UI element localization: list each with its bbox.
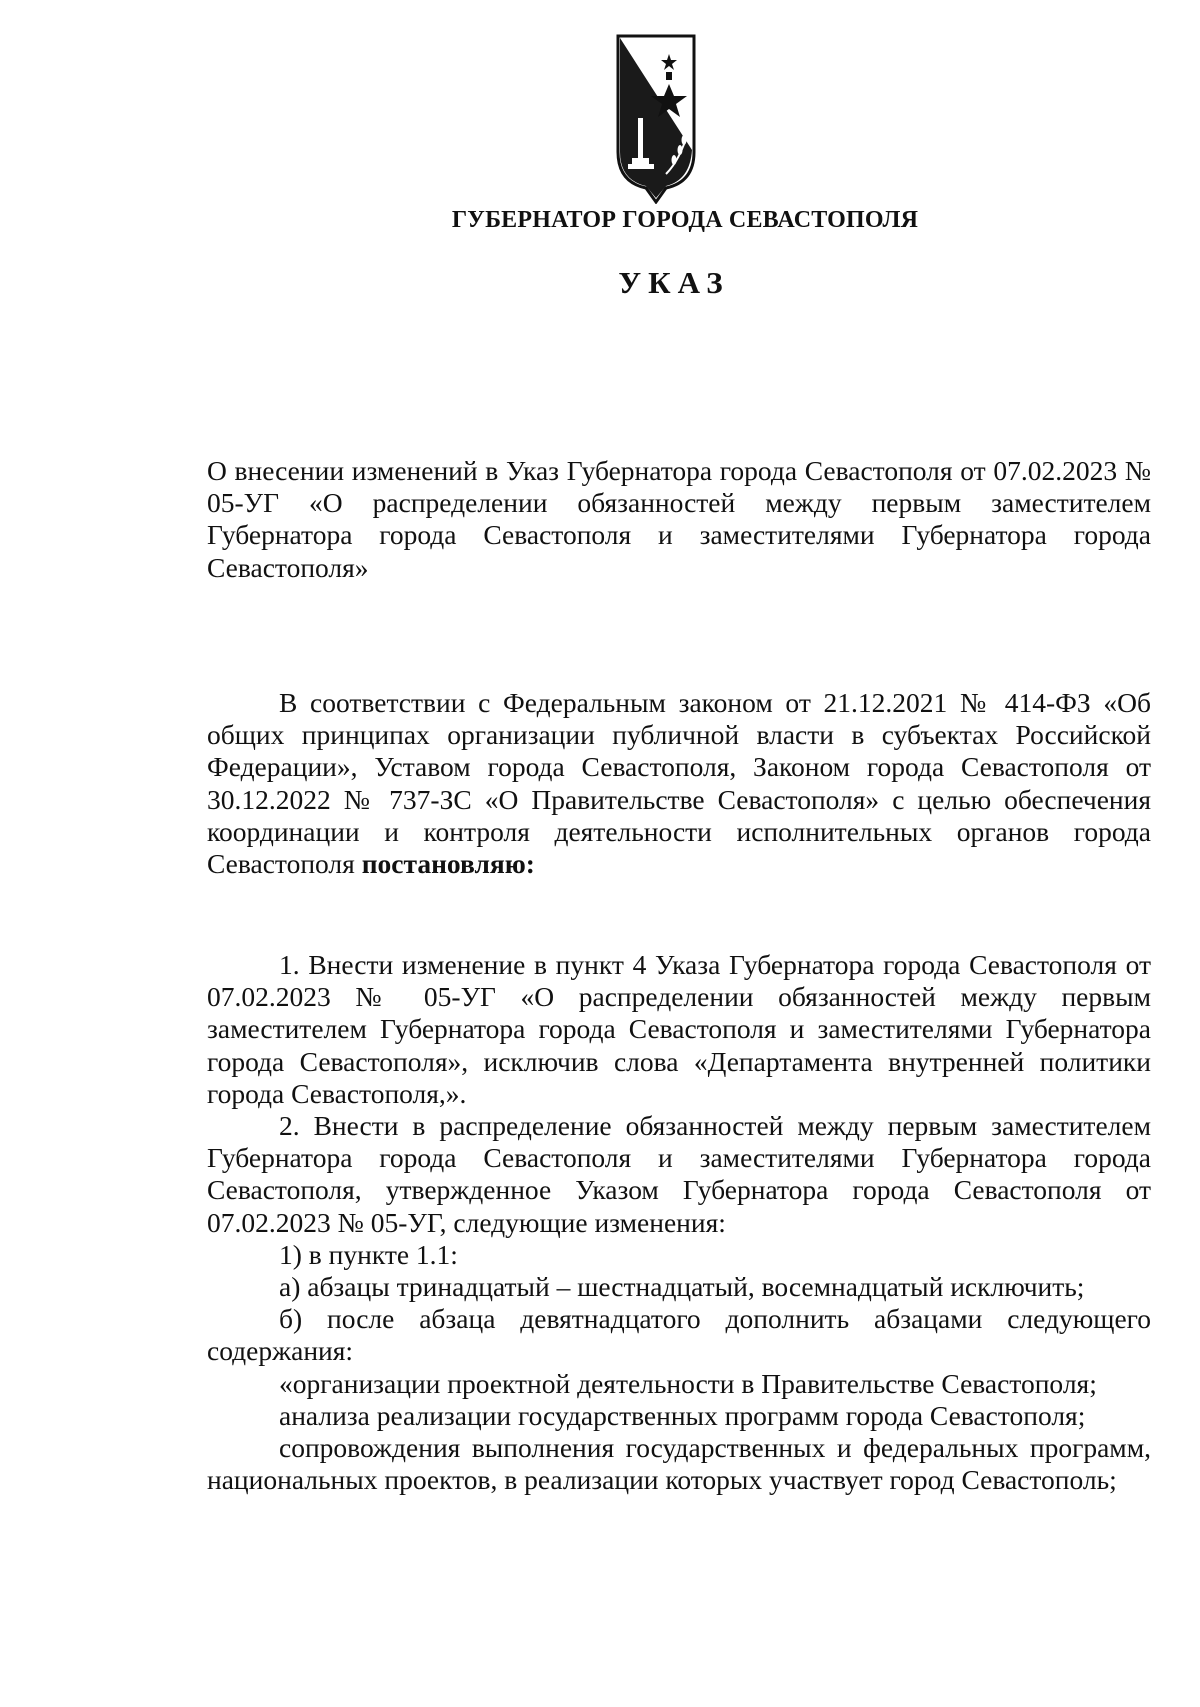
decree-body — [207, 949, 1151, 1496]
clause-1: 1. Внести изменение в пункт 4 Указа Губернатора города Севастополя от 07.02.2023 № 05-УГ «О распределении обязанностей между первым заместителем Губернатора города Севастополя и заместителями Губернатора города Севастополя», исключив слова «Департамента внутренней политики города Севастополя,». — [207, 949, 1151, 1109]
document-title: О внесении изменений в Указ Губернатора города Севастополя от 07.02.2023 № 05-УГ «О распределении обязанностей между первым заместителем Губернатора города Севастополя и заместителями Губернатора города Севастополя» — [207, 455, 1151, 583]
preamble-block — [207, 687, 1151, 880]
subclause-1b: б) после абзаца девятнадцатого дополнить абзацами следующего содержания: — [207, 1303, 1151, 1367]
inserted-paragraph-1: «организации проектной деятельности в Правительстве Севастополя; — [279, 1367, 1097, 1399]
preamble-decision: постановляю: — [361, 848, 535, 880]
inserted-paragraph-2: анализа реализации государственных программ города Севастополя; — [279, 1399, 1086, 1431]
issuing-authority: ГУБЕРНАТОР ГОРОДА СЕВАСТОПОЛЯ — [451, 207, 919, 233]
preamble-paragraph — [207, 687, 1151, 880]
document-type: УКАЗ — [618, 265, 730, 300]
subclause-1: 1) в пункте 1.1: — [279, 1238, 458, 1270]
inserted-paragraph-3: сопровождения выполнения государственных и федеральных программ, национальных проектов, в реализации которых участвует город Севастополь; — [207, 1432, 1151, 1496]
clause-2: 2. Внести в распределение обязанностей между первым заместителем Губернатора города Севастополя и заместителями Губернатора города Севастополя, утвержденное Указом Губернатора города Севастополя от 07.02.2023 № 05-УГ, следующие изменения: — [207, 1110, 1151, 1238]
document-title-block — [207, 455, 1151, 584]
coat-of-arms-icon — [614, 32, 698, 204]
preamble-text: В соответствии с Федеральным законом от 21.12.2021 № 414-ФЗ «Об общих принципах организации публичной власти в субъектах Российской Федерации», Уставом города Севастополя, Законом города Севастополя от 30.12.2022 № 737-ЗС «О Правительстве Севастополя» с целью обеспечения координации и контроля деятельности исполнительных органов города Севастополя — [207, 687, 1151, 880]
subclause-1a: а) абзацы тринадцатый – шестнадцатый, восемнадцатый исключить; — [279, 1271, 1085, 1303]
